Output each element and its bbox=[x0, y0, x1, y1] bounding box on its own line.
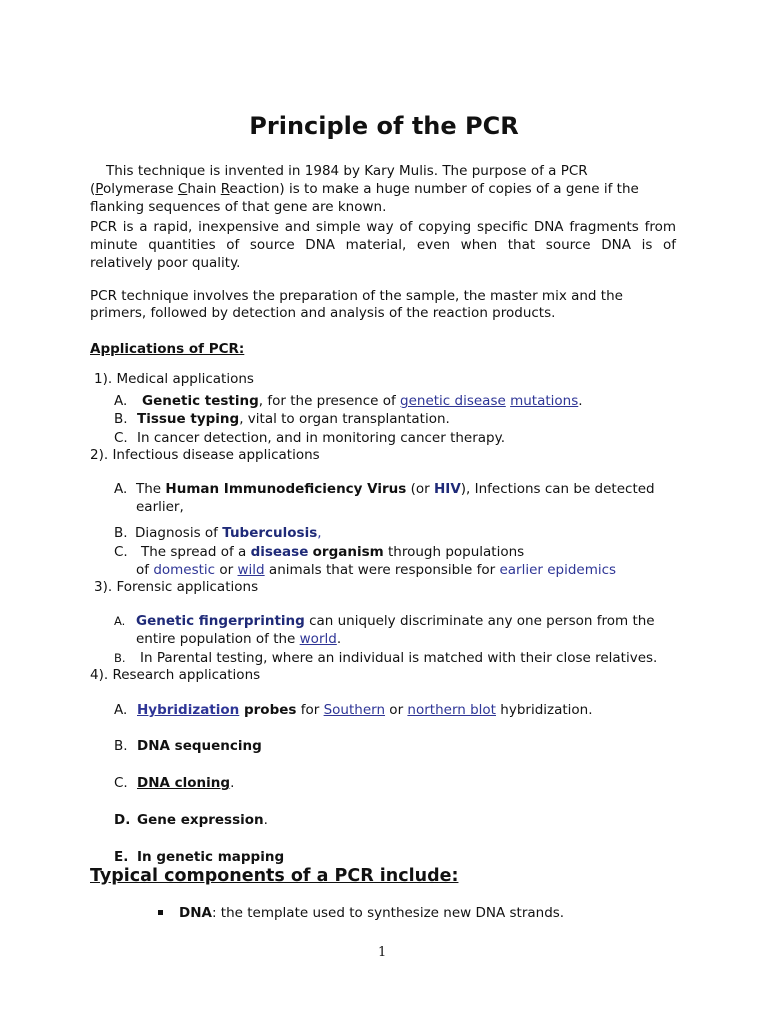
world-link[interactable]: world bbox=[299, 631, 337, 647]
forensic-item-a-cont: entire population of the world. bbox=[136, 631, 342, 647]
intro-line-3: flanking sequences of that gene are known. bbox=[90, 199, 387, 215]
genetic-disease-link[interactable]: genetic disease bbox=[400, 393, 506, 409]
infectious-heading: 2). Infectious disease applications bbox=[90, 447, 320, 463]
intro-line-2: (Polymerase Chain Reaction) is to make a huge number of copies of a gene if the bbox=[90, 181, 639, 197]
paragraph-2-line-2: minute quantities of source DNA material, even when that source DNA is of bbox=[90, 237, 676, 253]
infectious-item-b: B. Diagnosis of Tuberculosis, bbox=[114, 525, 322, 541]
components-item-dna: DNA: the template used to synthesize new DNA strands. bbox=[158, 904, 564, 922]
research-item-a: A. Hybridization probes for Southern or northern blot hybridization. bbox=[114, 702, 593, 718]
research-heading: 4). Research applications bbox=[90, 667, 261, 683]
paragraph-3-line-1: PCR technique involves the preparation of the sample, the master mix and the bbox=[90, 288, 623, 304]
infectious-item-c-cont: of domestic or wild animals that were responsible for earlier epidemics bbox=[136, 562, 617, 578]
bullet-icon bbox=[158, 910, 163, 915]
research-item-c: C. DNA cloning. bbox=[114, 775, 235, 791]
infectious-item-c: C. The spread of a disease organism through populations bbox=[114, 544, 525, 560]
research-item-b: B. DNA sequencing bbox=[114, 738, 262, 754]
paragraph-3-line-2: primers, followed by detection and analysis of the reaction products. bbox=[90, 305, 556, 321]
forensic-item-b: B. In Parental testing, where an individual is matched with their close relatives. bbox=[114, 650, 658, 666]
page-title: Principle of the PCR bbox=[249, 112, 519, 140]
medical-item-b: B. Tissue typing, vital to organ transplantation. bbox=[114, 411, 450, 427]
forensic-heading: 3). Forensic applications bbox=[94, 579, 259, 595]
domestic-term: domestic bbox=[153, 562, 216, 578]
components-heading: Typical components of a PCR include: bbox=[90, 866, 459, 886]
research-item-e: E. In genetic mapping bbox=[114, 849, 285, 865]
page-number: 1 bbox=[378, 945, 387, 960]
intro-line-1: This technique is invented in 1984 by Kary Mulis. The purpose of a PCR bbox=[106, 163, 588, 179]
medical-item-c: C. In cancer detection, and in monitoring cancer therapy. bbox=[114, 430, 505, 446]
research-item-d: D. Gene expression. bbox=[114, 812, 268, 828]
northern-blot-link[interactable]: northern blot bbox=[407, 702, 496, 718]
infectious-item-a-cont: earlier, bbox=[136, 499, 184, 515]
hybridization-link[interactable]: Hybridization bbox=[137, 702, 240, 718]
mutations-link[interactable]: mutations bbox=[510, 393, 579, 409]
paragraph-2-line-1: PCR is a rapid, inexpensive and simple way of copying specific DNA fragments from bbox=[90, 219, 676, 235]
medical-item-a: A. Genetic testing, for the presence of genetic disease mutations. bbox=[114, 393, 583, 409]
southern-link[interactable]: Southern bbox=[323, 702, 386, 718]
medical-heading: 1). Medical applications bbox=[94, 371, 254, 387]
paragraph-2-line-3: relatively poor quality. bbox=[90, 255, 241, 271]
applications-heading: Applications of PCR: bbox=[90, 341, 245, 357]
wild-link[interactable]: wild bbox=[237, 562, 265, 578]
infectious-item-a: A. The Human Immunodeficiency Virus (or HIV), Infections can be detected bbox=[114, 481, 655, 497]
earlier-epidemics-term: earlier epidemics bbox=[499, 562, 617, 578]
forensic-item-a: A. Genetic fingerprinting can uniquely discriminate any one person from the bbox=[114, 613, 655, 629]
